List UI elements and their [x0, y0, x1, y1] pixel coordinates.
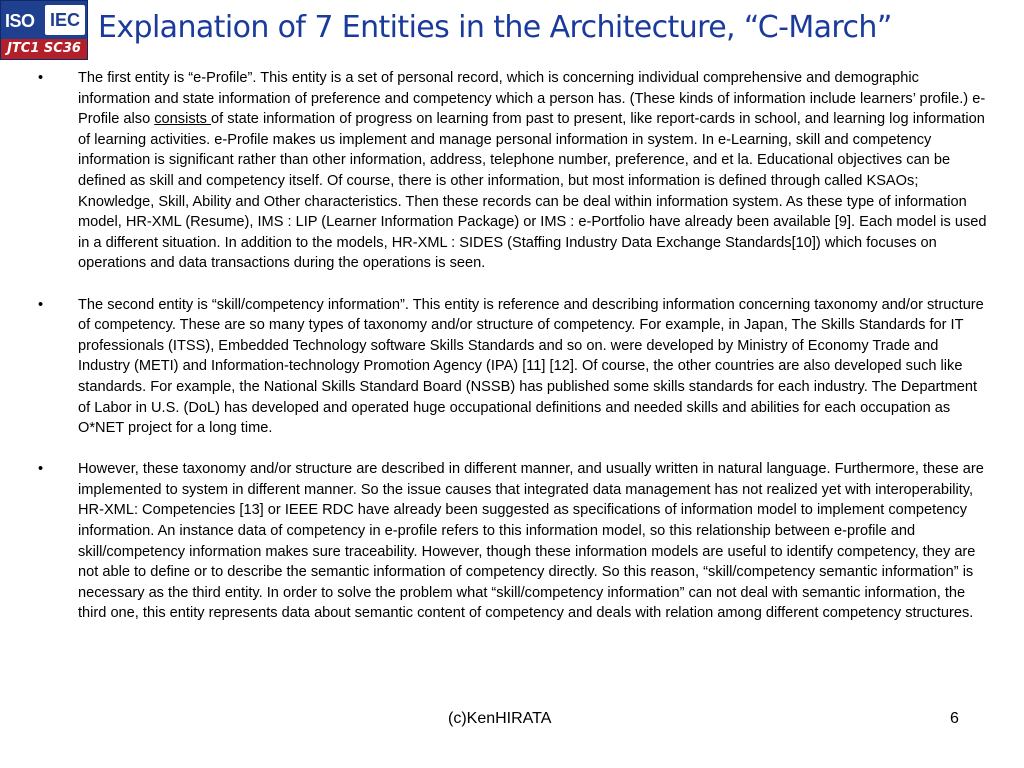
paragraph-1-pre: The first entity is “e-Profile”. This entity is a set of personal record, which is concerning individual comprehensive and demographic information and state information of preference and competency which a person has. (These kinds of information include learners’ profile.) e-Profile also: [78, 70, 986, 128]
logo-iec-text: IEC: [45, 5, 85, 35]
bullet-item-1: [38, 68, 988, 274]
logo-iso-text: ISO: [5, 11, 35, 31]
bullet-marker: •: [38, 70, 44, 86]
underlined-word: consists: [154, 111, 212, 128]
bullet-marker: •: [38, 461, 44, 478]
paragraph-2: The second entity is “skill/competency information”. This entity is reference and describing information concerning taxonomy and/or structure of competency. These are so many types of taxonomy and/or structure of competency. For example, in Japan, The Skills Standards for IT professionals (ITSS), Embedded Technology software Skills Standards and so on. were developed by Ministry of Economy Trade and Industry (METI) and Information-technology Promotion Agency (IPA) [11] [12]. Of course, the other countries are also developed such like standards. For example, the National Skills Standard Board (NSSB) has published some skills standards for each industry. The Department of Labor in U.S. (DoL) has developed and operated huge occupational definitions and needed skills and abilities for each occupation as O*NET project for a long time.: [78, 296, 984, 437]
paragraph-1: [78, 68, 988, 274]
slide-body: [38, 68, 988, 645]
iso-iec-jtc1-logo: [0, 0, 88, 60]
bullet-item-3: [38, 459, 988, 624]
paragraph-1-post: of state information of progress on learning from past to present, like report-cards in school, and learning log information of learning activities. e-Profile makes us implement and manage personal information in system. In e-Learning, skill and competency information is significant rather than other information, address, telephone number, preference, and et la. Educational objectives can be defined as skill and competency itself. Of course, there is other information, but most information is defined through called KSAOs; Knowledge, Skill, Ability and Other characteristics. Then these records can be deal within information system. As these type of information model, HR-XML (Resume), IMS : LIP (Learner Information Package) or IMS : e-Portfolio have already been available [9]. Each model is used in a different situation. In addition to the models, HR-XML : SIDES (Staffing Industry Data Exchange Standards[10]) which focuses on operations and data transactions during the operations is seen.: [78, 111, 987, 272]
paragraph-3: However, these taxonomy and/or structure are described in different manner, and usually written in natural language. Furthermore, these are implemented to system in different manner. So the issue causes that integrated data management has not realized yet with interoperability, HR-XML: Competencies [13] or IEEE RDC have already been suggested as specifications of information model to implement competency information. An instance data of competency in e-profile refers to this information model, so this relationship between e-profile and skill/competency information makes sure traceability. However, though these information models are useful to identify competency, they are not able to define or to describe the semantic information of competency directly. So this reason, “skill/competency semantic information” is necessary as the third entity. In order to solve the problem what “skill/competency information” can not deal with semantic information, the third one, this entity represents data about semantic content of competency and deals with relation among different competency structures.: [78, 461, 984, 622]
page-number: 6: [950, 710, 959, 727]
footer-author: (c)KenHIRATA: [448, 710, 552, 727]
bullet-marker: •: [38, 296, 44, 313]
bullet-item-2: [38, 295, 988, 439]
logo-jtc-text: JTC1 SC36: [1, 39, 87, 59]
page-title: Explanation of 7 Entities in the Architecture, “C-March”: [98, 10, 892, 45]
